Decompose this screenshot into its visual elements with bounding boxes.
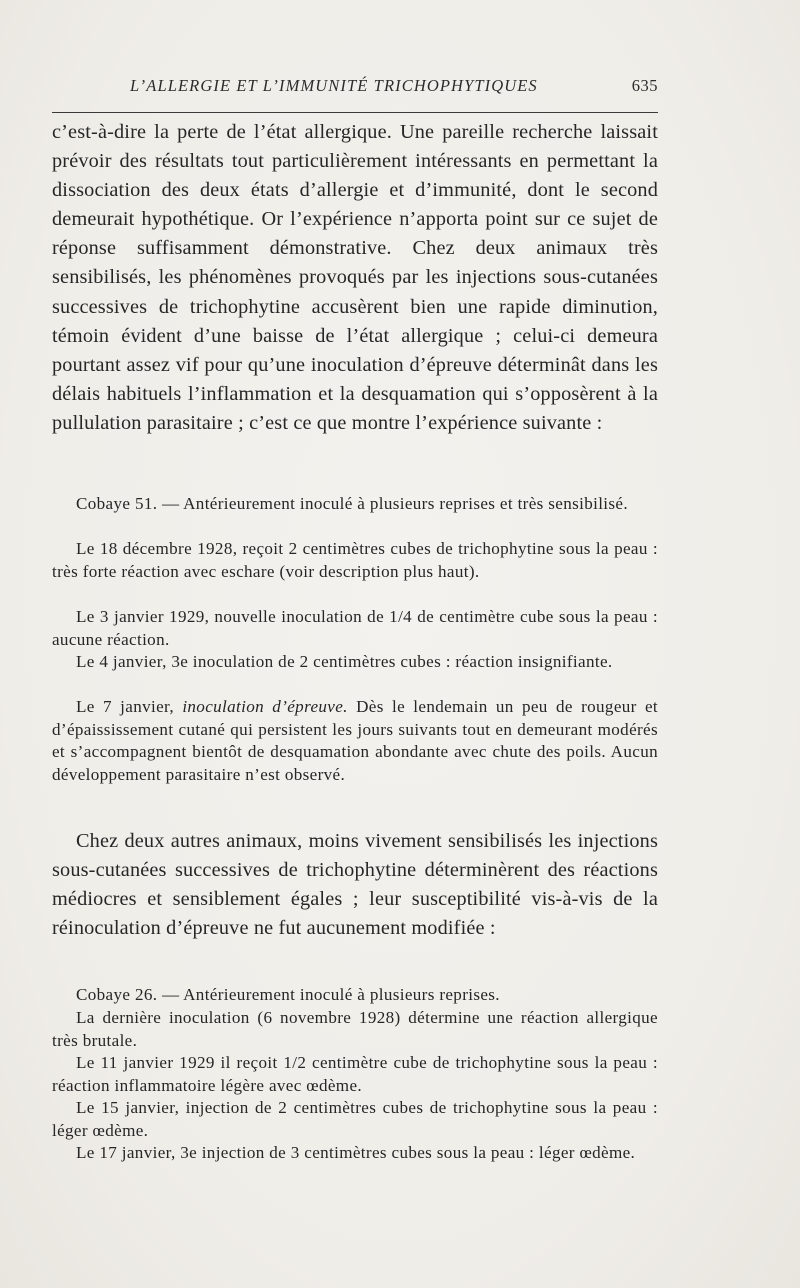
running-head [52, 76, 658, 102]
cobaye-51-entry-7-janvier [52, 696, 658, 786]
middle-paragraph: Chez deux autres animaux, moins vivement sensibilisés les injections sous-cutanées successives de trichophytine déterminèrent des réactions médiocres et sensiblement égales ; leur susceptibilité vis-à-vis de la réinoculation d’épreuve ne fut aucunement modifiée : [52, 830, 658, 940]
header-rule [52, 112, 658, 113]
entry-7-janvier-start: Le 7 janvier, [76, 697, 175, 716]
cobaye-51-entry-4-janvier: Le 4 janvier, 3e inoculation de 2 centimètres cubes : réaction insignifiante. [76, 652, 613, 671]
cobaye-26-entry-15-janvier: Le 15 janvier, injection de 2 centimètres cubes de trichophytine sous la peau : léger œdème. [52, 1098, 658, 1140]
cobaye-26-entry-17-janvier: Le 17 janvier, 3e injection de 3 centimètres cubes sous la peau : léger œdème. [76, 1143, 636, 1162]
cobaye-51-heading: Cobaye 51. — Antérieurement inoculé à plusieurs reprises et très sensibilisé. [76, 494, 628, 513]
intro-paragraph: c’est-à-dire la perte de l’état allergique. Une pareille recherche laissait prévoir des résultats tout particulièrement intéressants en permettant la dissociation des deux états d’allergie et d’immunité, dont le second demeurait hypothétique. Or l’expérience n’apporta point sur ce sujet de réponse suffisamment démonstrative. Chez deux animaux très sensibilisés, les phénomènes provoqués par les injections sous-cutanées successives de trichophytine accusèrent bien une rapide diminution, témoin évident d’une baisse de l’état allergique ; celui-ci demeura pourtant assez vif pour qu’une inoculation d’épreuve déterminât dans les délais habituels l’inflammation et la desquamation qui s’opposèrent à la pullulation parasitaire ; c’est ce que montre l’expérience suivante : [52, 121, 658, 434]
page-number: 635 [631, 76, 658, 95]
running-title: L’ALLERGIE ET L’IMMUNITÉ TRICHOPHYTIQUES [130, 76, 538, 95]
inoculation-epreuve-italic: inoculation d’épreuve. [182, 697, 348, 716]
cobaye-26-entry-derniere-inoculation: La dernière inoculation (6 novembre 1928) détermine une réaction allergique très brutale. [52, 1008, 658, 1050]
cobaye-51-entry-3-janvier: Le 3 janvier 1929, nouvelle inoculation de 1/4 de centimètre cube sous la peau : aucune réaction. [52, 607, 658, 649]
cobaye-51-entry-18-decembre: Le 18 décembre 1928, reçoit 2 centimètres cubes de trichophytine sous la peau : très forte réaction avec eschare (voir description plus haut). [52, 539, 658, 581]
entry-7-janvier-rest: Dès le lendemain un peu de rougeur et d’épaississement cutané qui persistent les jours suivants tout en demeurant modérés et s’accompagnent bientôt de desquamation abondante avec chute des poils. Aucun développement parasitaire n’est observé. [52, 697, 659, 784]
cobaye-26-heading: Cobaye 26. — Antérieurement inoculé à plusieurs reprises. [76, 985, 500, 1004]
cobaye-26-entry-11-janvier: Le 11 janvier 1929 il reçoit 1/2 centimètre cube de trichophytine sous la peau : réaction inflammatoire légère avec œdème. [52, 1053, 658, 1095]
